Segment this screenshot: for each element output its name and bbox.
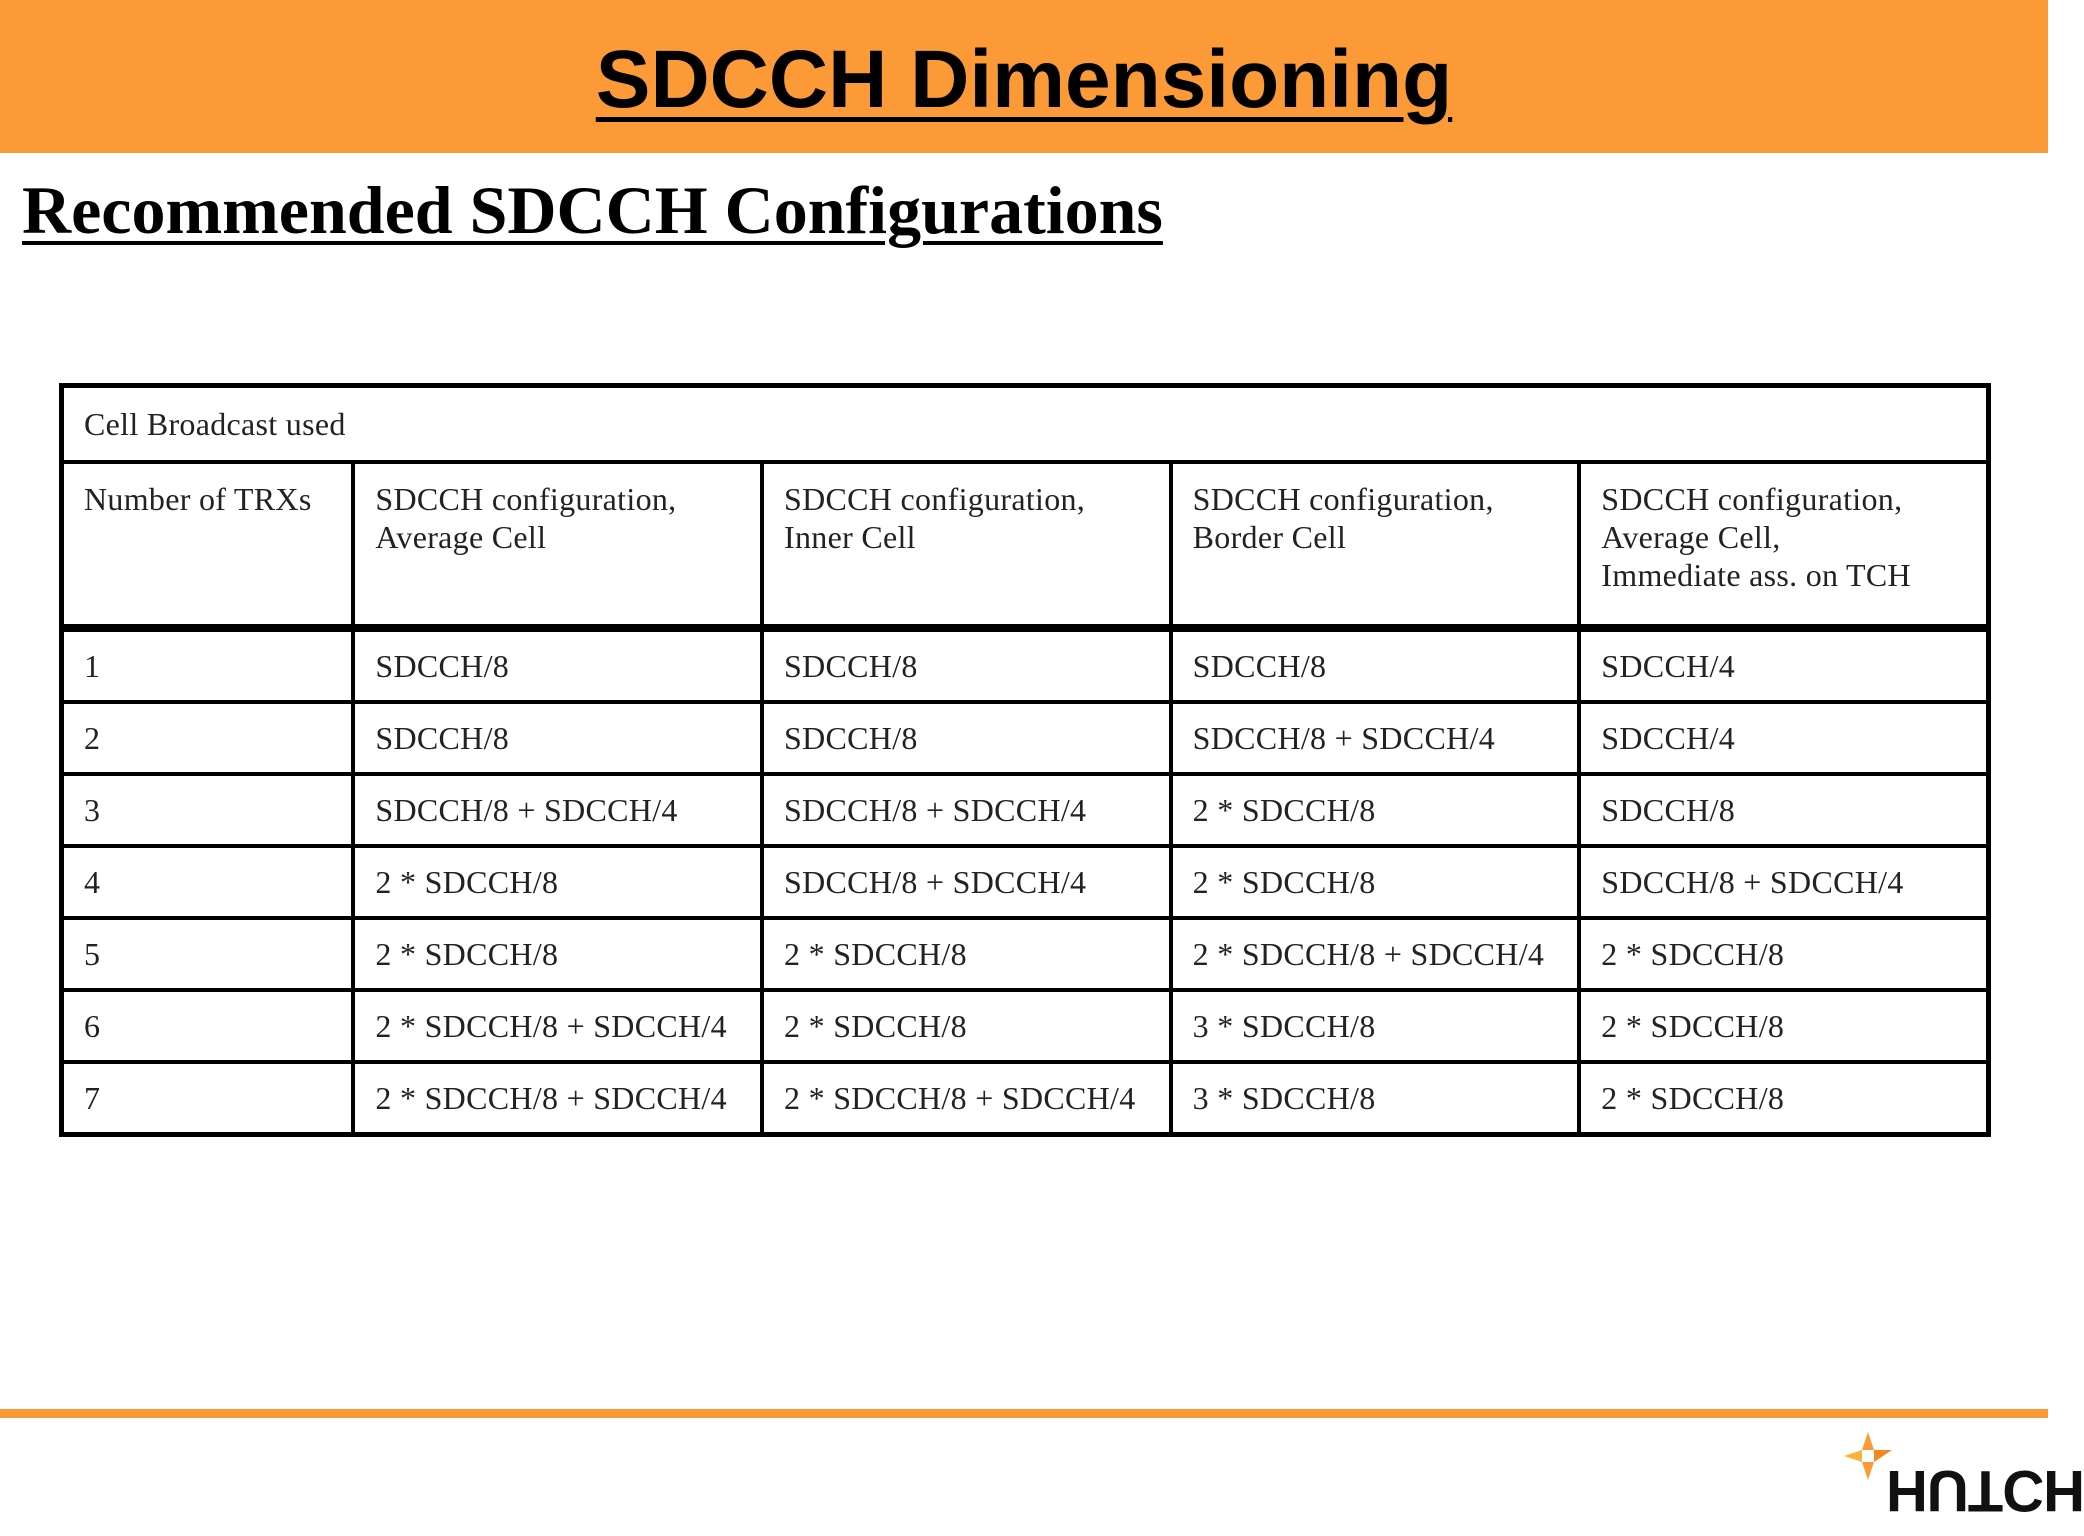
trx-count-cell: 4 <box>62 846 354 918</box>
header-line: Inner Cell <box>784 519 916 555</box>
sdcch-config-cell: 3 * SDCCH/8 <box>1171 990 1580 1062</box>
sdcch-config-cell: SDCCH/8 + SDCCH/4 <box>762 846 1171 918</box>
header-sdcch-configuration <box>1171 462 1580 628</box>
sdcch-config-cell: 2 * SDCCH/8 + SDCCH/4 <box>353 1062 762 1135</box>
header-line: SDCCH configuration, <box>1601 481 1903 517</box>
sdcch-config-cell: SDCCH/8 + SDCCH/4 <box>1579 846 1988 918</box>
table-caption-row <box>62 386 1989 463</box>
sdcch-config-cell: 2 * SDCCH/8 + SDCCH/4 <box>762 1062 1171 1135</box>
slide-title-text: SDCCH Dimensioning <box>595 34 1453 125</box>
sdcch-config-cell: 2 * SDCCH/8 <box>1171 774 1580 846</box>
header-line: SDCCH configuration, <box>375 481 677 517</box>
table-row <box>62 990 1989 1062</box>
section-heading: Recommended SDCCH Configurations <box>22 172 1163 248</box>
slide-title <box>0 30 2048 130</box>
sdcch-configuration-table <box>59 383 1991 1137</box>
sdcch-config-cell: 2 * SDCCH/8 <box>762 990 1171 1062</box>
sdcch-config-cell: 2 * SDCCH/8 + SDCCH/4 <box>353 990 762 1062</box>
table-row <box>62 702 1989 774</box>
sdcch-config-cell: 3 * SDCCH/8 <box>1171 1062 1580 1135</box>
logo-text: HUTCH <box>1886 1458 2084 1523</box>
table-row <box>62 628 1989 702</box>
sdcch-config-cell: SDCCH/8 + SDCCH/4 <box>1171 702 1580 774</box>
sdcch-config-cell: 2 * SDCCH/8 <box>1579 918 1988 990</box>
header-line: Immediate ass. on TCH <box>1601 557 1911 593</box>
header-sdcch-configuration <box>1579 462 1988 628</box>
trx-count-cell: 5 <box>62 918 354 990</box>
sdcch-config-cell: 2 * SDCCH/8 <box>1579 1062 1988 1135</box>
header-line: Border Cell <box>1192 519 1347 555</box>
sdcch-config-cell: SDCCH/8 <box>353 702 762 774</box>
table-row <box>62 846 1989 918</box>
sdcch-config-cell: 2 * SDCCH/8 + SDCCH/4 <box>1171 918 1580 990</box>
sdcch-config-cell: 2 * SDCCH/8 <box>1171 846 1580 918</box>
trx-count-cell: 1 <box>62 628 354 702</box>
header-sdcch-configuration <box>762 462 1171 628</box>
sdcch-config-cell: SDCCH/8 <box>353 628 762 702</box>
sdcch-config-cell: SDCCH/8 <box>762 702 1171 774</box>
table-header-row <box>62 462 1989 628</box>
header-line: SDCCH configuration, <box>1192 481 1494 517</box>
table-body <box>62 386 1989 1135</box>
table-caption-cell: Cell Broadcast used <box>62 386 1989 463</box>
sdcch-config-cell: 2 * SDCCH/8 <box>353 918 762 990</box>
table-row <box>62 1062 1989 1135</box>
header-line: Average Cell, <box>1601 519 1781 555</box>
sdcch-config-cell: 2 * SDCCH/8 <box>353 846 762 918</box>
sdcch-config-cell: 2 * SDCCH/8 <box>762 918 1171 990</box>
trx-count-cell: 3 <box>62 774 354 846</box>
header-line: SDCCH configuration, <box>784 481 1086 517</box>
title-bar <box>0 0 2048 153</box>
trx-count-cell: 6 <box>62 990 354 1062</box>
header-line: Average Cell <box>375 519 547 555</box>
trx-count-cell: 2 <box>62 702 354 774</box>
sdcch-config-cell: SDCCH/8 <box>762 628 1171 702</box>
footer-divider <box>0 1409 2048 1418</box>
header-number-of-trxs <box>62 462 354 628</box>
sdcch-config-cell: SDCCH/4 <box>1579 628 1988 702</box>
table-row <box>62 918 1989 990</box>
sdcch-config-cell: SDCCH/4 <box>1579 702 1988 774</box>
trx-count-cell: 7 <box>62 1062 354 1135</box>
header-sdcch-configuration <box>353 462 762 628</box>
header-line: Number of TRXs <box>84 481 312 517</box>
sdcch-config-cell: SDCCH/8 <box>1579 774 1988 846</box>
hutch-logo <box>1838 1428 2084 1528</box>
sdcch-config-cell: 2 * SDCCH/8 <box>1579 990 1988 1062</box>
sdcch-config-cell: SDCCH/8 + SDCCH/4 <box>762 774 1171 846</box>
sdcch-config-cell: SDCCH/8 <box>1171 628 1580 702</box>
sdcch-config-cell: SDCCH/8 + SDCCH/4 <box>353 774 762 846</box>
table-row <box>62 774 1989 846</box>
